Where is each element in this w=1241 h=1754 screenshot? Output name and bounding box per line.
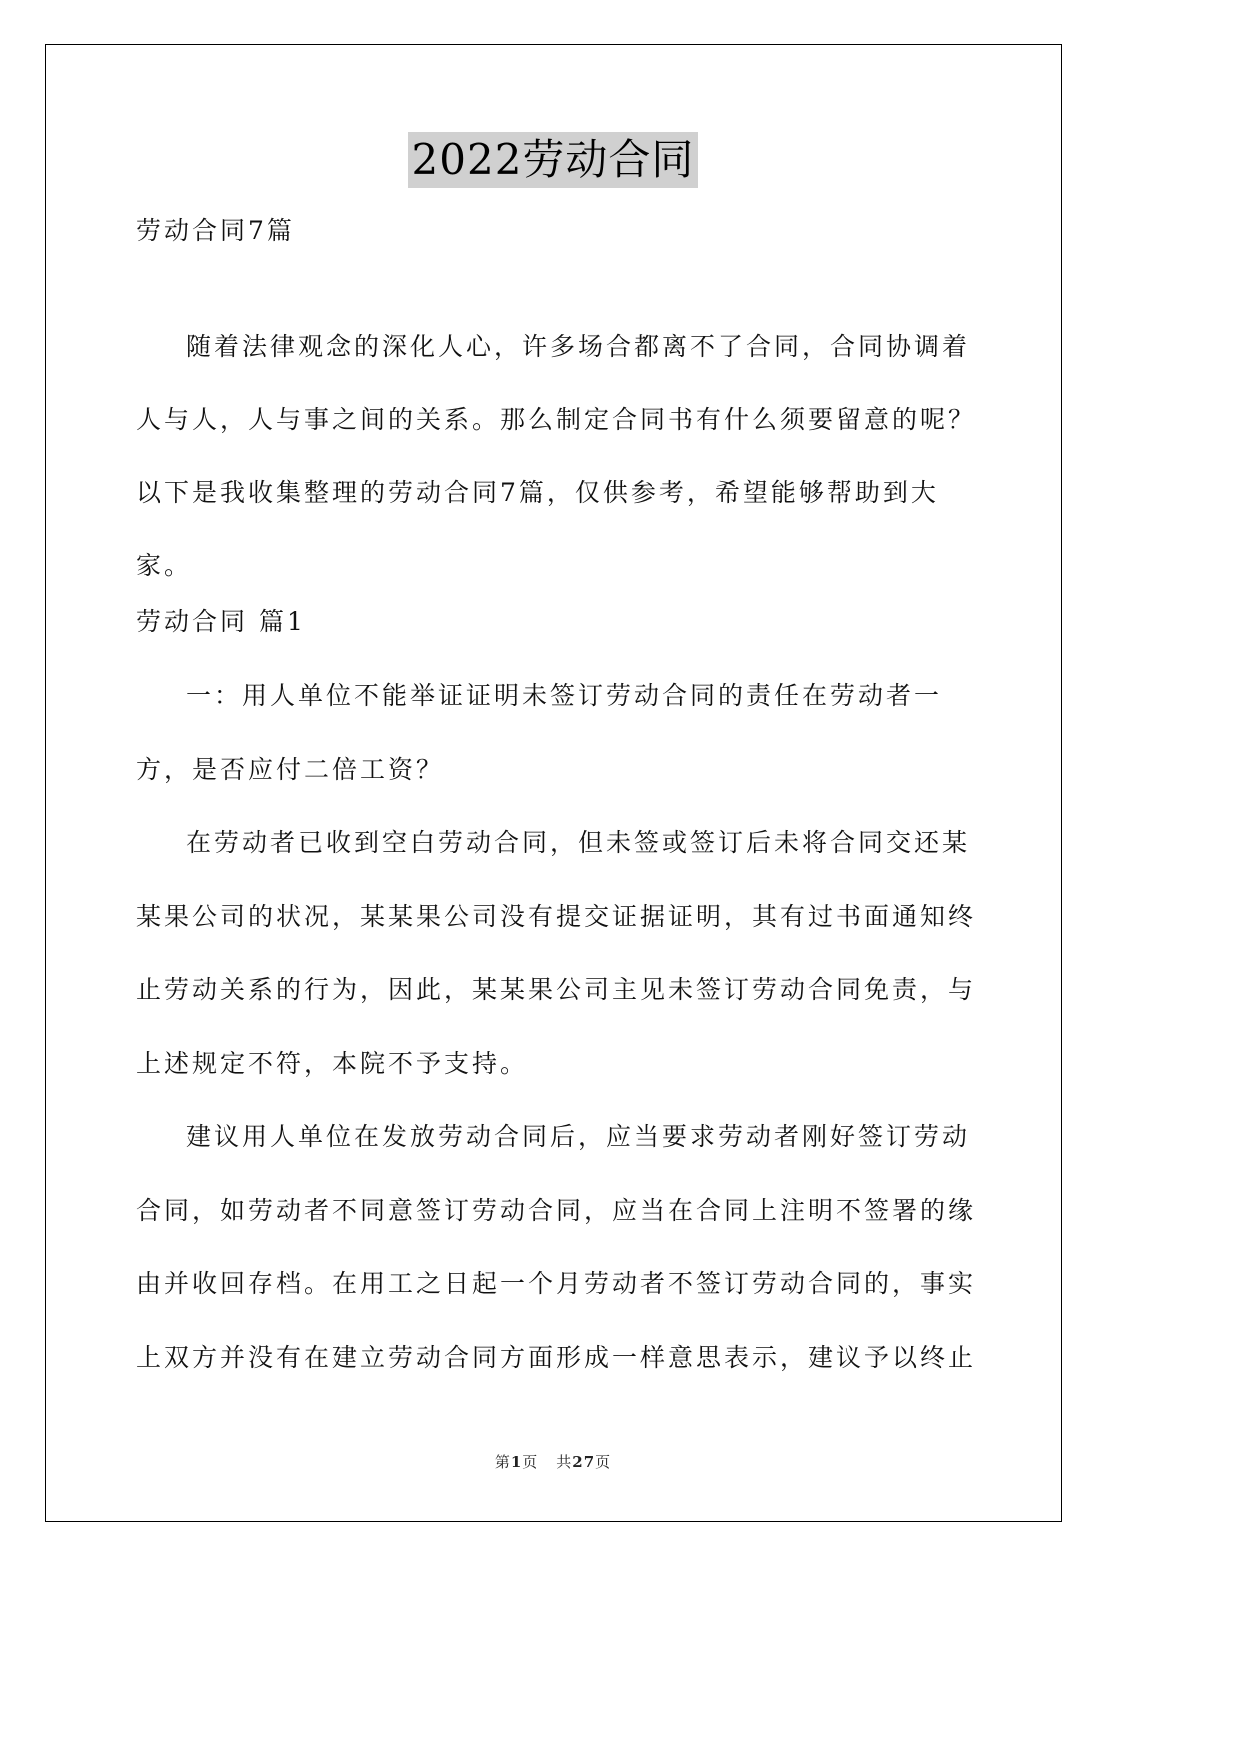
section-content: [136, 659, 976, 1394]
intro-section: [136, 310, 976, 602]
paragraph-3: 建议用人单位在发放劳动合同后，应当要求劳动者刚好签订劳动合同，如劳动者不同意签订劳动合同，应当在合同上注明不签署的缘由并收回存档。在用工之日起一个月劳动者不签订劳动合同的，事实上双方并没有在建立劳动合同方面形成一样意思表示，建议予以终止: [136, 1122, 977, 1372]
paragraph-1: 一：用人单位不能举证证明未签订劳动合同的责任在劳动者一方，是否应付二倍工资？: [136, 681, 943, 784]
page-number: 1: [510, 1453, 523, 1471]
page-prefix: 第: [494, 1453, 511, 1471]
page-suffix: 页: [522, 1453, 539, 1471]
paragraph-2: 在劳动者已收到空白劳动合同，但未签或签订后未将合同交还某某果公司的状况，某某果公司没有提交证据证明，其有过书面通知终止劳动关系的行为，因此，某某果公司主见未签订劳动合同免责，与上述规定不符，本院不予支持。: [136, 828, 977, 1078]
title-container: [0, 132, 1106, 188]
total-pages: 27: [572, 1453, 596, 1471]
total-prefix: 共: [556, 1453, 573, 1471]
intro-paragraph: 随着法律观念的深化人心，许多场合都离不了合同，合同协调着人与人，人与事之间的关系。那么制定合同书有什么须要留意的呢？以下是我收集整理的劳动合同7篇，仅供参考，希望能够帮助到大家。: [136, 332, 977, 580]
section-heading: 劳动合同 篇1: [136, 607, 306, 636]
total-suffix: 页: [595, 1453, 612, 1471]
page-footer: [0, 1451, 1106, 1472]
document-heading: 劳动合同7篇: [136, 216, 295, 245]
document-title: 2022劳动合同: [408, 132, 699, 188]
